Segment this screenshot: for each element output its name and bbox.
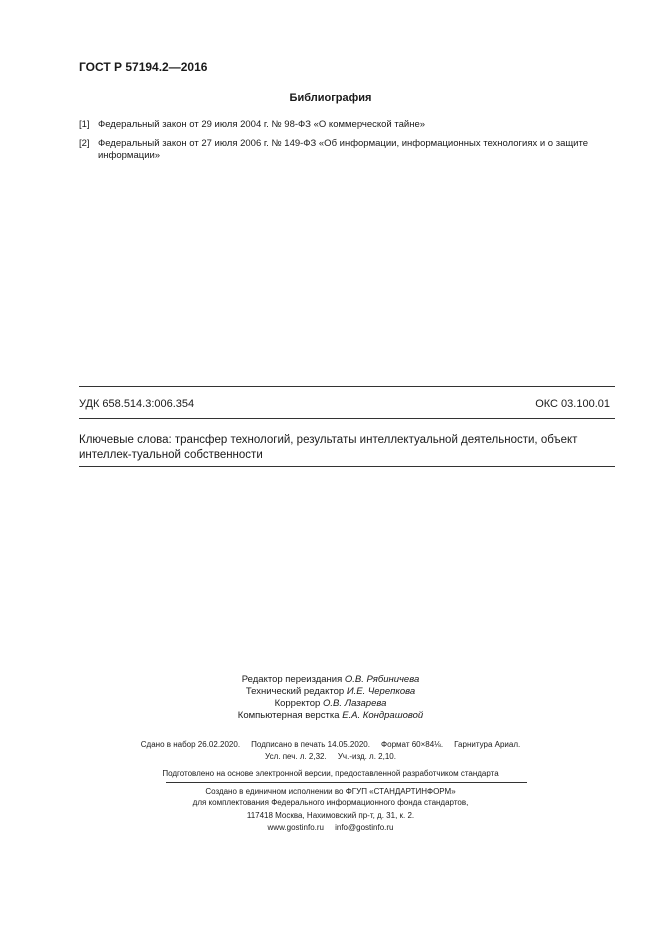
publisher-line-2: для комплектования Федерального информационного фонда стандартов, [192, 798, 469, 807]
imprint-prepared: Подготовлено на основе электронной версии, предоставленной разработчиком стандарта [162, 769, 499, 778]
credit-proofreader-label: Корректор [274, 698, 321, 709]
credit-tech-editor-label: Технический редактор [245, 686, 345, 697]
credit-layout [0, 710, 661, 721]
bibliography-item-text: Федеральный закон от 27 июля 2006 г. № 149-ФЗ «Об информации, информационных технологиях и о защите информации» [98, 138, 589, 161]
publisher-contacts: www.gostinfo.ru info@gostinfo.ru [267, 823, 394, 832]
credit-tech-editor-name: И.Е. Черепкова [346, 686, 416, 697]
credit-editor-label: Редактор переиздания [241, 674, 343, 685]
keywords: Ключевые слова: трансфер технологий, результаты интеллектуальной деятельности, объект интеллек-туальной собственности [79, 434, 578, 461]
bibliography-item-text: Федеральный закон от 29 июля 2004 г. № 98-ФЗ «О коммерческой тайне» [98, 119, 426, 130]
imprint-line-1: Сдано в набор 26.02.2020. Подписано в печать 14.05.2020. Формат 60×84⅛. Гарнитура Ариал. [140, 740, 521, 749]
publisher-line-1: Создано в единичном исполнении во ФГУП «СТАНДАРТИНФОРМ» [205, 787, 456, 796]
standard-code: ГОСТ Р 57194.2—2016 [79, 60, 208, 74]
udc-code: УДК 658.514.3:006.354 [79, 398, 195, 410]
credit-proofreader [0, 698, 661, 709]
bibliography-title: Библиография [289, 92, 372, 104]
bottom-divider [79, 466, 615, 467]
imprint-line-2: Усл. печ. л. 2,32. Уч.-изд. л. 2,10. [265, 752, 396, 761]
credit-layout-label: Компьютерная верстка [237, 710, 340, 721]
bibliography-item-number: [2] [79, 138, 90, 149]
publisher-divider [166, 782, 527, 783]
credit-layout-name: Е.А. Кондрашовой [342, 710, 424, 721]
credit-editor-name: О.В. Рябиничева [344, 674, 420, 685]
publisher-address: 117418 Москва, Нахимовский пр-т, д. 31, к. 2. [246, 811, 415, 820]
credit-proofreader-name: О.В. Лазарева [322, 698, 387, 709]
middle-divider [79, 418, 615, 419]
top-divider [79, 386, 615, 387]
credit-tech-editor [0, 686, 661, 697]
bibliography-item-number: [1] [79, 119, 90, 130]
oks-code: ОКС 03.100.01 [535, 398, 610, 410]
credit-editor [0, 674, 661, 685]
